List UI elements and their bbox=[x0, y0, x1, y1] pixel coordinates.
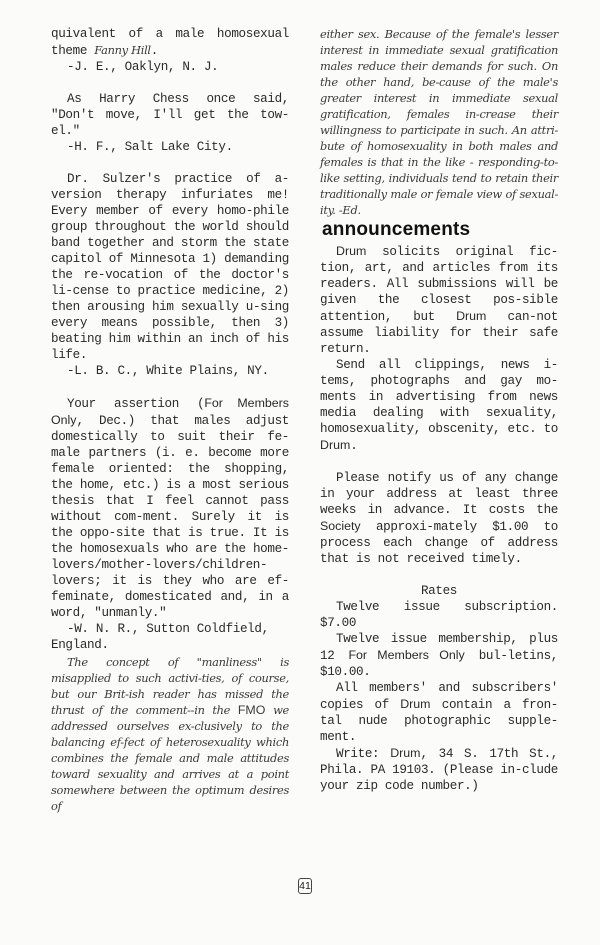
page-number: 41 bbox=[299, 880, 311, 892]
fmo-name: For Members Only bbox=[348, 648, 465, 662]
signature-hf: -H. F., Salt Lake City. bbox=[67, 140, 233, 154]
signature-lbc: -L. B. C., White Plains, NY. bbox=[67, 364, 269, 378]
society-name: Society bbox=[320, 519, 361, 533]
magazine-name: Drum bbox=[390, 746, 421, 760]
supplement-note: All members' and subscribers' copies of Drum contain a fron-tal nude photographic supple-ment. bbox=[320, 681, 558, 744]
letter-wnr: Your assertion (For Members Only, Dec.) that males adjust domestically to suit their fe-male partners (i. e. become more female oriented: the shopping, the home, etc.) is a most serious thesis that I feel cannot pass without com-ment. Surely it is the oppo-site that is true. It is the homosexuals who are the home-lovers/mother-lovers/children-lovers; it is they who are ef-feminate, domesticated and, in a word, "unmanly." bbox=[51, 396, 289, 620]
rate-subscription: Twelve issue subscription. $7.00 bbox=[320, 600, 558, 630]
magazine-name: Drum bbox=[456, 309, 487, 323]
announcement-submissions: Drum solicits original fic-tion, art, and articles from its readers. All submissions will be given the closest pos-sible attention, but Drum can-not assume liability for their safe return. bbox=[320, 244, 558, 356]
rates-title: Rates bbox=[420, 584, 458, 598]
signature-wnr: -W. N. R., Sutton Coldfield, England. bbox=[51, 622, 269, 652]
letter-lbc: Dr. Sulzer's practice of a-version therapy infuriates me! Every member of every homo-phile group throughout the world should band together and storm the state capitol of Minnesota 1) demanding the re-vocation of the doctor's li-cense to practice medicine, 2) then arousing him sexually u-sing every means possible, then 3) beating him within an inch of his life. bbox=[51, 172, 289, 362]
fmo-abbrev: FMO bbox=[237, 703, 266, 717]
letter-je: quivalent of a male homosexual theme Fanny Hill. bbox=[51, 27, 289, 58]
right-column bbox=[320, 26, 558, 794]
book-title: Fanny Hill bbox=[94, 43, 151, 57]
magazine-name: Drum bbox=[400, 697, 431, 711]
announcements-heading: announcements bbox=[322, 219, 471, 240]
announcement-address-change: Please notify us of any change in your address at least three weeks in advance. It costs the Society approxi-mately $1.00 to process each change of address that is not received timely. bbox=[320, 471, 558, 566]
mailing-address: Write: Drum, 34 S. 17th St., Phila. PA 19103. (Please in-clude your zip code number.) bbox=[320, 746, 559, 793]
magazine-name: Drum bbox=[320, 438, 351, 452]
signature-je: -J. E., Oaklyn, N. J. bbox=[67, 60, 219, 74]
letter-hf: As Harry Chess once said, "Don't move, I'll get the tow-el." bbox=[51, 92, 289, 138]
editor-reply: The concept of "manliness" is misapplied to such activi-ties, of course, but our Brit-ish reader has missed the thrust of the comment--in the FMO we addressed ourselves ex-clusively to the balancing ef-fect of heterosexuality which combines the female and male attitudes toward sexuality and arrives at a point somewhere between the optimum desires of bbox=[51, 655, 289, 813]
left-column bbox=[51, 26, 289, 814]
rate-membership: Twelve issue membership, plus 12 For Members Only bul-letins, $10.00. bbox=[320, 632, 558, 679]
fmo-name: For Members Only bbox=[51, 396, 289, 427]
editor-reply-continued: either sex. Because of the female's lesser interest in immediate sexual gratification males reduce their demands for such. On the other hand, be-cause of the male's greater interest in immediate sexual gratification, females in-crease their willingness to participate in such. An attri-bute of homosexuality in both males and females is that in the like - responding-to-like setting, individuals tend to retain their traditionally male or female view of sexual-ity. -Ed. bbox=[320, 27, 558, 217]
announcement-clippings: Send all clippings, news i-tems, photographs and gay mo-ments in advertising from news media dealing with sexuality, homosexuality, obscenity, etc. to Drum. bbox=[320, 358, 558, 453]
magazine-name: Drum bbox=[336, 244, 367, 258]
